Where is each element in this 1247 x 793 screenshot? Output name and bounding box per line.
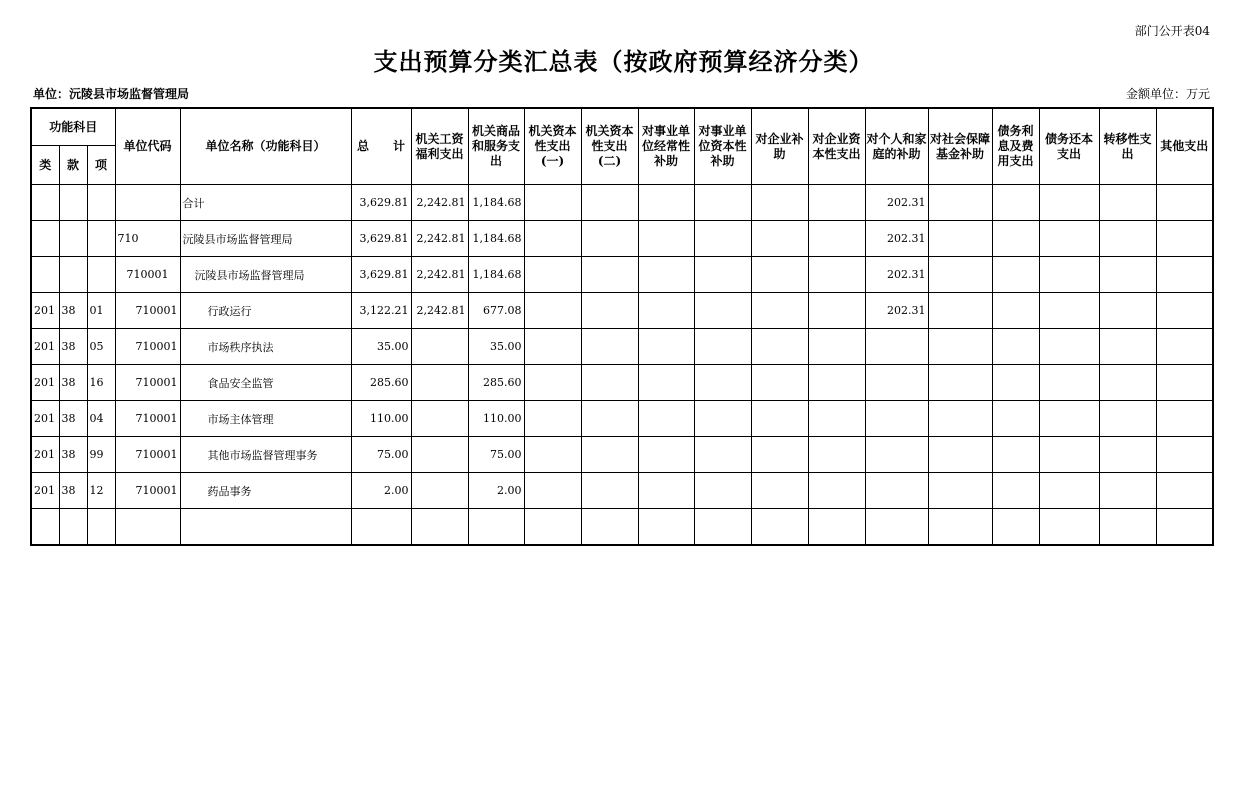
cell-c12 [1039,437,1099,473]
cell-unit-name: 其他市场监督管理事务 [180,437,351,473]
cell-unit-code: 710001 [115,437,180,473]
cell-c12 [1039,185,1099,221]
table-row [31,437,1213,473]
cell-xiang: 01 [87,293,115,329]
cell-xiang: 12 [87,473,115,509]
cell-c7 [751,437,808,473]
cell-c11 [992,293,1039,329]
cell-c7 [751,257,808,293]
header-lei: 类 [31,146,59,185]
cell-c2: 1,184.68 [468,221,524,257]
cell-c12 [1039,509,1099,546]
cell-c7 [751,293,808,329]
cell-c5 [638,257,694,293]
table-row [31,473,1213,509]
cell-c7 [751,401,808,437]
cell-c2 [468,509,524,546]
cell-c13 [1099,293,1156,329]
cell-c11 [992,221,1039,257]
cell-c7 [751,365,808,401]
cell-c2: 35.00 [468,329,524,365]
cell-c11 [992,365,1039,401]
cell-c1: 2,242.81 [411,221,468,257]
cell-c3 [524,293,581,329]
cell-unit-name: 合计 [180,185,351,221]
cell-kuan [59,221,87,257]
cell-c4 [581,257,638,293]
cell-c6 [694,509,751,546]
cell-total: 2.00 [351,473,411,509]
cell-c7 [751,329,808,365]
cell-c4 [581,473,638,509]
header-c10: 对社会保障基金补助 [928,108,992,185]
cell-c10 [928,473,992,509]
cell-c3 [524,185,581,221]
cell-c13 [1099,365,1156,401]
table-number-label: 部门公开表04 [1134,24,1210,38]
cell-total: 3,629.81 [351,221,411,257]
cell-c9: 202.31 [865,185,928,221]
cell-lei: 201 [31,401,59,437]
cell-c1: 2,242.81 [411,257,468,293]
cell-c2: 1,184.68 [468,257,524,293]
cell-c1 [411,329,468,365]
cell-c1 [411,401,468,437]
cell-c4 [581,221,638,257]
cell-c5 [638,329,694,365]
cell-kuan: 38 [59,365,87,401]
cell-c10 [928,221,992,257]
cell-c6 [694,437,751,473]
cell-c8 [808,221,865,257]
table-row [31,185,1213,221]
table-row [31,221,1213,257]
cell-c8 [808,473,865,509]
cell-c4 [581,329,638,365]
cell-c11 [992,437,1039,473]
budget-table [30,107,1214,546]
cell-c11 [992,509,1039,546]
cell-kuan [59,509,87,546]
cell-kuan: 38 [59,401,87,437]
cell-c8 [808,329,865,365]
page-title: 支出预算分类汇总表（按政府预算经济分类） [373,47,874,76]
header-c14: 其他支出 [1156,108,1213,185]
cell-xiang [87,509,115,546]
cell-c7 [751,509,808,546]
cell-c2: 75.00 [468,437,524,473]
cell-c7 [751,185,808,221]
header-unit-code: 单位代码 [115,108,180,185]
cell-unit-code [115,509,180,546]
cell-c14 [1156,509,1213,546]
cell-kuan [59,257,87,293]
cell-kuan [59,185,87,221]
cell-c5 [638,185,694,221]
header-unit-name: 单位名称（功能科目） [180,108,351,185]
cell-c10 [928,293,992,329]
cell-c2: 1,184.68 [468,185,524,221]
cell-unit-name: 市场主体管理 [180,401,351,437]
cell-unit-code: 710001 [115,365,180,401]
cell-c13 [1099,473,1156,509]
cell-c5 [638,437,694,473]
cell-xiang [87,185,115,221]
cell-lei: 201 [31,473,59,509]
cell-c6 [694,473,751,509]
cell-unit-name: 药品事务 [180,473,351,509]
cell-c9 [865,365,928,401]
cell-c1: 2,242.81 [411,185,468,221]
cell-c14 [1156,401,1213,437]
cell-kuan: 38 [59,293,87,329]
cell-c4 [581,185,638,221]
header-c3: 机关资本性支出(一) [524,108,581,185]
cell-c2: 677.08 [468,293,524,329]
cell-c2: 285.60 [468,365,524,401]
cell-unit-name: 沅陵县市场监督管理局 [180,257,351,293]
cell-c8 [808,293,865,329]
cell-total: 35.00 [351,329,411,365]
cell-c4 [581,437,638,473]
header-total: 总 计 [351,108,411,185]
cell-xiang: 04 [87,401,115,437]
cell-c8 [808,437,865,473]
cell-unit-name: 沅陵县市场监督管理局 [180,221,351,257]
header-xiang: 项 [87,146,115,185]
cell-c9: 202.31 [865,293,928,329]
cell-c14 [1156,221,1213,257]
cell-xiang [87,257,115,293]
table-row [31,365,1213,401]
cell-unit-name [180,509,351,546]
cell-c3 [524,257,581,293]
cell-unit-name: 食品安全监管 [180,365,351,401]
header-c12: 债务还本支出 [1039,108,1099,185]
cell-lei [31,509,59,546]
cell-c13 [1099,509,1156,546]
cell-c5 [638,509,694,546]
cell-xiang: 16 [87,365,115,401]
cell-unit-code: 710001 [115,293,180,329]
cell-c6 [694,185,751,221]
header-func-subject: 功能科目 [31,108,115,146]
cell-c9 [865,509,928,546]
cell-c4 [581,401,638,437]
cell-c11 [992,401,1039,437]
cell-c11 [992,473,1039,509]
cell-total: 75.00 [351,437,411,473]
cell-unit-code: 710001 [115,257,180,293]
cell-c10 [928,401,992,437]
cell-c3 [524,437,581,473]
cell-unit-code [115,185,180,221]
cell-xiang: 05 [87,329,115,365]
cell-c2: 110.00 [468,401,524,437]
cell-c9 [865,329,928,365]
cell-c10 [928,509,992,546]
header-c5: 对事业单位经常性补助 [638,108,694,185]
cell-c9 [865,437,928,473]
cell-c3 [524,473,581,509]
cell-unit-code: 710001 [115,473,180,509]
cell-c10 [928,329,992,365]
cell-kuan: 38 [59,473,87,509]
cell-c8 [808,185,865,221]
cell-total: 110.00 [351,401,411,437]
cell-lei: 201 [31,437,59,473]
cell-unit-name: 行政运行 [180,293,351,329]
cell-unit-name: 市场秩序执法 [180,329,351,365]
cell-c14 [1156,257,1213,293]
cell-c13 [1099,221,1156,257]
cell-c5 [638,221,694,257]
cell-c10 [928,185,992,221]
cell-c14 [1156,185,1213,221]
cell-c6 [694,293,751,329]
cell-kuan: 38 [59,329,87,365]
header-c9: 对个人和家庭的补助 [865,108,928,185]
cell-c8 [808,365,865,401]
cell-c6 [694,401,751,437]
cell-c11 [992,329,1039,365]
cell-total: 3,629.81 [351,185,411,221]
header-c7: 对企业补助 [751,108,808,185]
header-c8: 对企业资本性支出 [808,108,865,185]
cell-total [351,509,411,546]
cell-lei [31,257,59,293]
cell-c8 [808,509,865,546]
amount-unit-label: 金额单位：万元 [1125,87,1210,101]
cell-c6 [694,329,751,365]
cell-unit-code: 710001 [115,329,180,365]
table-row [31,401,1213,437]
cell-total: 3,629.81 [351,257,411,293]
table-row [31,329,1213,365]
cell-c11 [992,185,1039,221]
cell-c9 [865,473,928,509]
header-c13: 转移性支出 [1099,108,1156,185]
cell-c12 [1039,329,1099,365]
cell-c11 [992,257,1039,293]
cell-lei: 201 [31,293,59,329]
cell-xiang: 99 [87,437,115,473]
cell-c5 [638,473,694,509]
cell-lei: 201 [31,329,59,365]
unit-label: 单位：沅陵县市场监督管理局 [33,87,190,101]
header-c6: 对事业单位资本性补助 [694,108,751,185]
cell-c14 [1156,329,1213,365]
cell-c8 [808,257,865,293]
cell-c14 [1156,365,1213,401]
table-row [31,509,1213,546]
cell-lei [31,221,59,257]
cell-c1 [411,473,468,509]
cell-c13 [1099,329,1156,365]
cell-c10 [928,365,992,401]
cell-c14 [1156,293,1213,329]
cell-c1 [411,437,468,473]
cell-c13 [1099,401,1156,437]
cell-total: 285.60 [351,365,411,401]
cell-c6 [694,221,751,257]
cell-c12 [1039,293,1099,329]
cell-c3 [524,401,581,437]
cell-c10 [928,257,992,293]
cell-c9 [865,401,928,437]
cell-c12 [1039,221,1099,257]
cell-c1 [411,365,468,401]
cell-lei [31,185,59,221]
cell-c8 [808,401,865,437]
table-row [31,257,1213,293]
cell-c2: 2.00 [468,473,524,509]
cell-unit-code: 710001 [115,401,180,437]
cell-c10 [928,437,992,473]
cell-c6 [694,365,751,401]
cell-c4 [581,509,638,546]
cell-c13 [1099,185,1156,221]
table-row [31,293,1213,329]
cell-c7 [751,221,808,257]
cell-lei: 201 [31,365,59,401]
cell-c14 [1156,473,1213,509]
cell-c3 [524,509,581,546]
cell-c13 [1099,437,1156,473]
cell-c14 [1156,437,1213,473]
cell-c9: 202.31 [865,221,928,257]
cell-c12 [1039,365,1099,401]
header-c1: 机关工资福利支出 [411,108,468,185]
header-c4: 机关资本性支出(二) [581,108,638,185]
cell-c7 [751,473,808,509]
cell-c1: 2,242.81 [411,293,468,329]
cell-c12 [1039,257,1099,293]
cell-c5 [638,401,694,437]
cell-c13 [1099,257,1156,293]
header-kuan: 款 [59,146,87,185]
cell-c4 [581,365,638,401]
header-c11: 债务利息及费用支出 [992,108,1039,185]
cell-kuan: 38 [59,437,87,473]
cell-c9: 202.31 [865,257,928,293]
cell-c12 [1039,473,1099,509]
cell-c5 [638,365,694,401]
cell-c12 [1039,401,1099,437]
header-c2: 机关商品和服务支出 [468,108,524,185]
cell-c5 [638,293,694,329]
cell-total: 3,122.21 [351,293,411,329]
cell-unit-code: 710 [115,221,180,257]
cell-c3 [524,221,581,257]
cell-c3 [524,365,581,401]
cell-c3 [524,329,581,365]
cell-xiang [87,221,115,257]
cell-c6 [694,257,751,293]
cell-c1 [411,509,468,546]
cell-c4 [581,293,638,329]
